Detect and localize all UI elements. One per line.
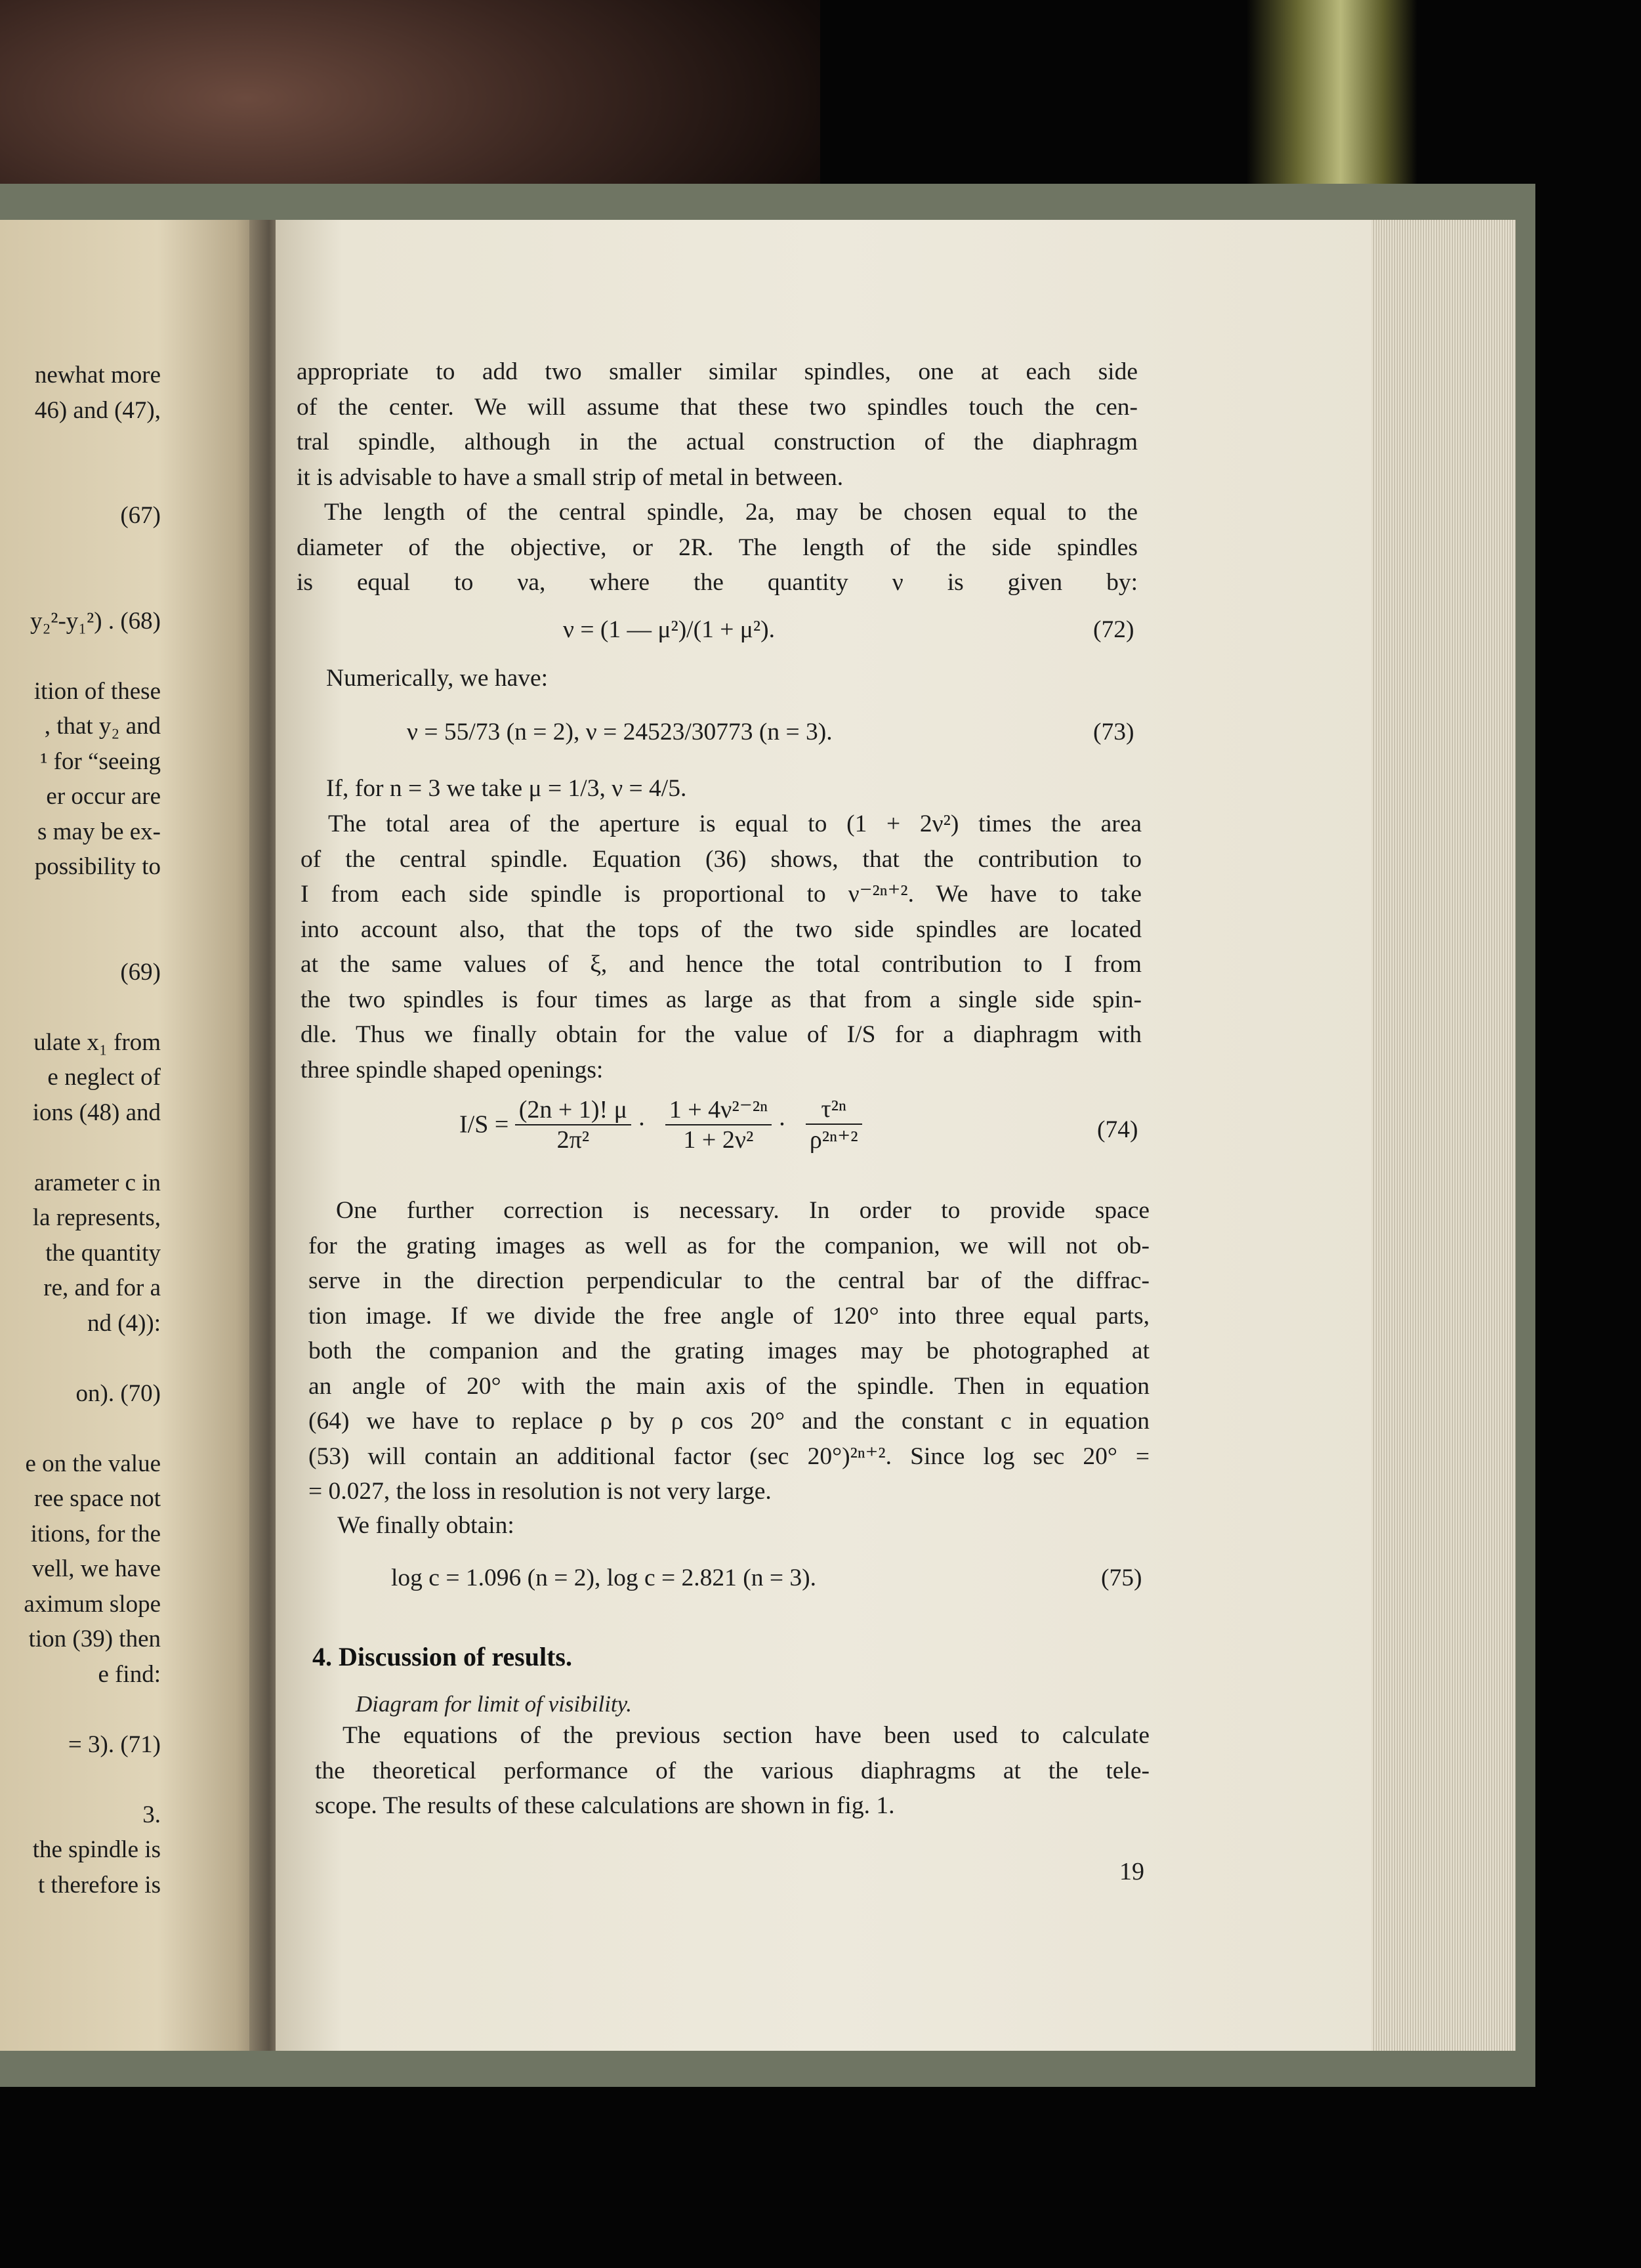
left-page-line: aximum slope (24, 1590, 161, 1618)
left-page-line (0, 1692, 161, 1727)
text-line: appropriate to add two smaller similar spindles, one at each side (297, 358, 1138, 385)
left-page-line: itions, for the (30, 1520, 161, 1547)
left-page-line: re, and for a (43, 1274, 161, 1301)
numerically-line: Numerically, we have: (326, 665, 549, 692)
left-page-line (0, 428, 161, 463)
text-line: it is advisable to have a small strip of metal in between. (297, 463, 844, 491)
eq74-fraction-3 (806, 1095, 862, 1154)
text-line: One further correction is necessary. In order to provide space (336, 1197, 1150, 1224)
left-page-line: (69) (120, 958, 161, 986)
text-line: of the center. We will assume that these two spindles touch the cen- (297, 393, 1138, 421)
left-page-line (0, 1762, 161, 1797)
text-line: the theoretical performance of the various diaphragms at the tele- (315, 1757, 1150, 1784)
eq74-lhs: I/S = (459, 1110, 509, 1139)
left-page-line (0, 885, 161, 920)
left-page-line: ions (48) and (32, 1099, 161, 1126)
eq74-fraction-1 (515, 1095, 631, 1154)
left-page-line: possibility to (34, 853, 161, 880)
equation-72: ν = (1 — μ²)/(1 + μ²). (563, 616, 775, 643)
text-line: is equal to νa, where the quantity ν is given by: (297, 569, 1138, 596)
paragraph-1 (297, 354, 1138, 495)
left-page-line: (67) (120, 502, 161, 529)
left-page-line: arameter c in (33, 1169, 161, 1196)
left-page-line: on). (70) (75, 1379, 161, 1407)
paragraph-3 (301, 807, 1142, 1087)
text-line: scope. The results of these calculations are shown in fig. 1. (315, 1792, 895, 1819)
text-line: for the grating images as well as for the companion, we will not ob- (308, 1232, 1150, 1259)
left-page-line (0, 568, 161, 604)
text-line: tion image. If we divide the free angle of 120° into three equal parts, (308, 1302, 1150, 1330)
text-line: dle. Thus we finally obtain for the value of I/S for a diaphragm with (301, 1021, 1142, 1048)
text-line: The total area of the aperture is equal to (1 + 2ν²) times the area (328, 810, 1142, 837)
paragraph-4 (308, 1193, 1150, 1509)
left-page-line (0, 1130, 161, 1166)
left-page-line: e on the value (25, 1450, 161, 1477)
left-page-line: = 3). (71) (68, 1731, 161, 1758)
left-page-line: nd (4)): (87, 1309, 161, 1337)
eq74-fraction-2 (665, 1095, 772, 1154)
left-page-line (0, 534, 161, 569)
equation-number-72: (72) (1093, 616, 1134, 643)
left-page-line: s may be ex- (37, 818, 161, 845)
text-line: (64) we have to replace ρ by ρ cos 20° and the constant c in equation (308, 1408, 1150, 1435)
page-number: 19 (1119, 1858, 1144, 1885)
eq74-f1-denominator: 2π² (556, 1125, 590, 1154)
equation-number-73: (73) (1093, 719, 1134, 746)
left-page-line: vell, we have (31, 1555, 161, 1582)
left-page-line: the spindle is (32, 1836, 161, 1863)
equation-number-75: (75) (1101, 1564, 1142, 1591)
eq74-f3-numerator: τ²ⁿ (806, 1095, 862, 1125)
text-line: tral spindle, although in the actual construction of the diaphragm (297, 429, 1138, 455)
text-line: I from each side spindle is proportional to ν⁻²ⁿ⁺². We have to take (301, 881, 1142, 908)
eq74-f3-denominator: ρ²ⁿ⁺² (809, 1126, 858, 1154)
text-line: both the companion and the grating images may be photographed at (308, 1337, 1150, 1364)
left-page-line: t therefore is (38, 1871, 161, 1899)
subheading: Diagram for limit of visibility. (356, 1691, 632, 1717)
eq74-dot: · (637, 1110, 646, 1139)
eq74-f2-numerator: 1 + 4ν²⁻²ⁿ (665, 1095, 772, 1125)
eq74-f2-denominator: 1 + 2ν² (683, 1126, 754, 1154)
left-page-line: 3. (142, 1801, 161, 1828)
text-line: diameter of the objective, or 2R. The length of the side spindles (297, 534, 1138, 561)
left-page-line: la represents, (32, 1204, 161, 1231)
eq74-f1-numerator: (2n + 1)! μ (515, 1095, 631, 1125)
paragraph-2 (297, 495, 1138, 600)
text-line: an angle of 20° with the main axis of the spindle. Then in equation (308, 1372, 1150, 1400)
text-line: (53) will contain an additional factor (sec 20°)²ⁿ⁺². Since log sec 20° = (308, 1442, 1150, 1470)
if-line: If, for n = 3 we take μ = 1/3, ν = 4/5. (326, 775, 687, 802)
left-page-line: ree space not (33, 1485, 161, 1512)
paragraph-5 (315, 1718, 1150, 1824)
we-finally-line: We finally obtain: (337, 1512, 514, 1539)
left-page-line (0, 919, 161, 955)
text-line: the two spindles is four times as large as that from a single side spin- (301, 986, 1142, 1013)
left-page-line: newhat more (34, 362, 161, 388)
left-page-line: y₂²-y₁²) . (68) (30, 607, 161, 635)
text-line: The length of the central spindle, 2a, may be chosen equal to the (324, 499, 1138, 526)
text-line: at the same values of ξ, and hence the total contribution to I from (301, 951, 1142, 978)
left-page-line: er occur are (46, 783, 161, 810)
equation-73: ν = 55/73 (n = 2), ν = 24523/30773 (n = 3). (407, 719, 833, 746)
left-page-line (0, 639, 161, 674)
page-edges (1371, 220, 1516, 2051)
equation-74 (459, 1095, 862, 1154)
text-line: = 0.027, the loss in resolution is not very large. (308, 1478, 772, 1505)
left-page-line: ition of these (33, 677, 161, 705)
left-page-line (0, 1341, 161, 1376)
left-page-line: , that y₂ and (44, 713, 161, 740)
text-line: serve in the direction perpendicular to the central bar of the diffrac- (308, 1267, 1150, 1294)
left-page-line (0, 463, 161, 499)
text-line: of the central spindle. Equation (36) shows, that the contribution to (301, 845, 1142, 873)
eq74-dot: · (778, 1110, 787, 1139)
left-page-line (0, 1411, 161, 1446)
section-heading: 4. Discussion of results. (312, 1642, 572, 1671)
left-page-text (0, 358, 161, 1902)
left-page-line: e neglect of (47, 1064, 161, 1091)
left-page-line: the quantity (45, 1239, 161, 1267)
left-page-line (0, 990, 161, 1025)
left-page-line: 46) and (47), (34, 396, 161, 424)
left-page-line: ulate x₁ from (33, 1028, 161, 1056)
text-line: The equations of the previous section have been used to calculate (343, 1722, 1150, 1749)
text-line: three spindle shaped openings: (301, 1056, 604, 1083)
equation-75: log c = 1.096 (n = 2), log c = 2.821 (n = 3). (391, 1564, 817, 1591)
text-line: into account also, that the tops of the two side spindles are located (301, 915, 1142, 943)
equation-number-74: (74) (1097, 1116, 1138, 1143)
left-page-line: e find: (98, 1660, 161, 1688)
left-page-line: ¹ for “seeing (40, 747, 161, 775)
left-page-line: tion (39) then (28, 1626, 161, 1652)
